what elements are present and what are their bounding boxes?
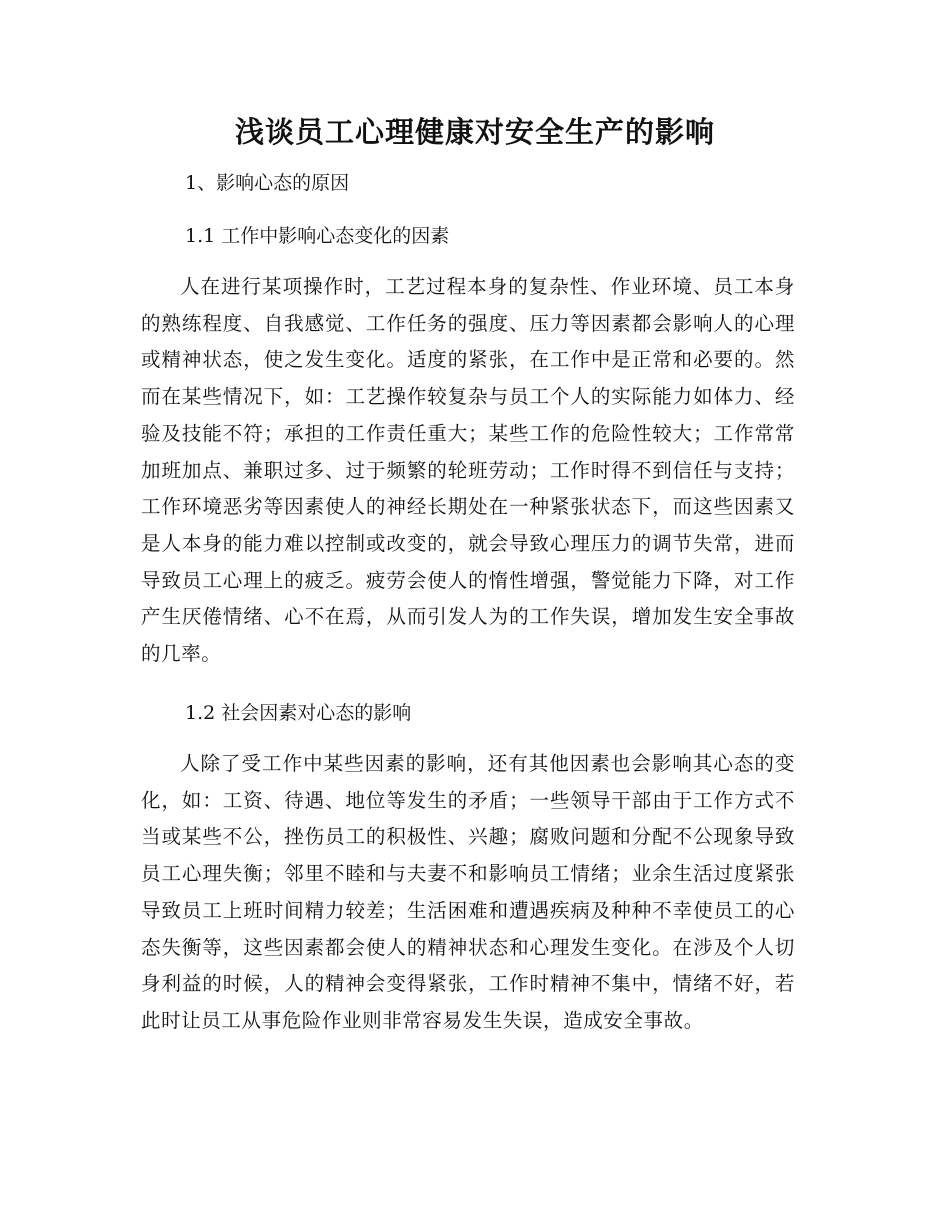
section-1-heading: 1、影响心态的原因 xyxy=(185,172,350,194)
section-1-1-heading: 1.1 工作中影响心态变化的因素 xyxy=(185,225,450,247)
section-1-1-paragraph: 人在进行某项操作时，工艺过程本身的复杂性、作业环境、员工本身的熟练程度、自我感觉、工作任务的强度、压力等因素都会影响人的心理或精神状态，使之发生变化。适度的紧张，在工作中是正常和必要的。然而在某些情况下，如：工艺操作较复杂与员工个人的实际能力如体力、经验及技能不符；承担的工作责任重大；某些工作的危险性较大；工作常常加班加点、兼职过多、过于频繁的轮班劳动；工作时得不到信任与支持；工作环境恶劣等因素使人的神经长期处在一种紧张状态下，而这些因素又是人本身的能力难以控制或改变的，就会导致心理压力的调节失常，进而导致员工心理上的疲乏。疲劳会使人的惰性增强，警觉能力下降，对工作产生厌倦情绪、心不在焉，从而引发人为的工作失误，增加发生安全事故的几率。 xyxy=(141,275,795,666)
document-title: 浅谈员工心理健康对安全生产的影响 xyxy=(234,115,715,149)
section-1-2-paragraph: 人除了受工作中某些因素的影响，还有其他因素也会影响其心态的变化，如：工资、待遇、地位等发生的矛盾；一些领导干部由于工作方式不当或某些不公，挫伤员工的积极性、兴趣；腐败问题和分配不公现象导致员工心理失衡；邻里不睦和与夫妻不和影响员工情绪；业余生活过度紧张导致员工上班时间精力较差；生活困难和遭遇疾病及种种不幸使员工的心态失衡等，这些因素都会使人的精神状态和心理发生变化。在涉及个人切身利益的时候，人的精神会变得紧张，工作时精神不集中，情绪不好，若此时让员工从事危险作业则非常容易发生失误，造成安全事故。 xyxy=(141,752,795,1032)
section-1-2-heading: 1.2 社会因素对心态的影响 xyxy=(185,702,412,724)
